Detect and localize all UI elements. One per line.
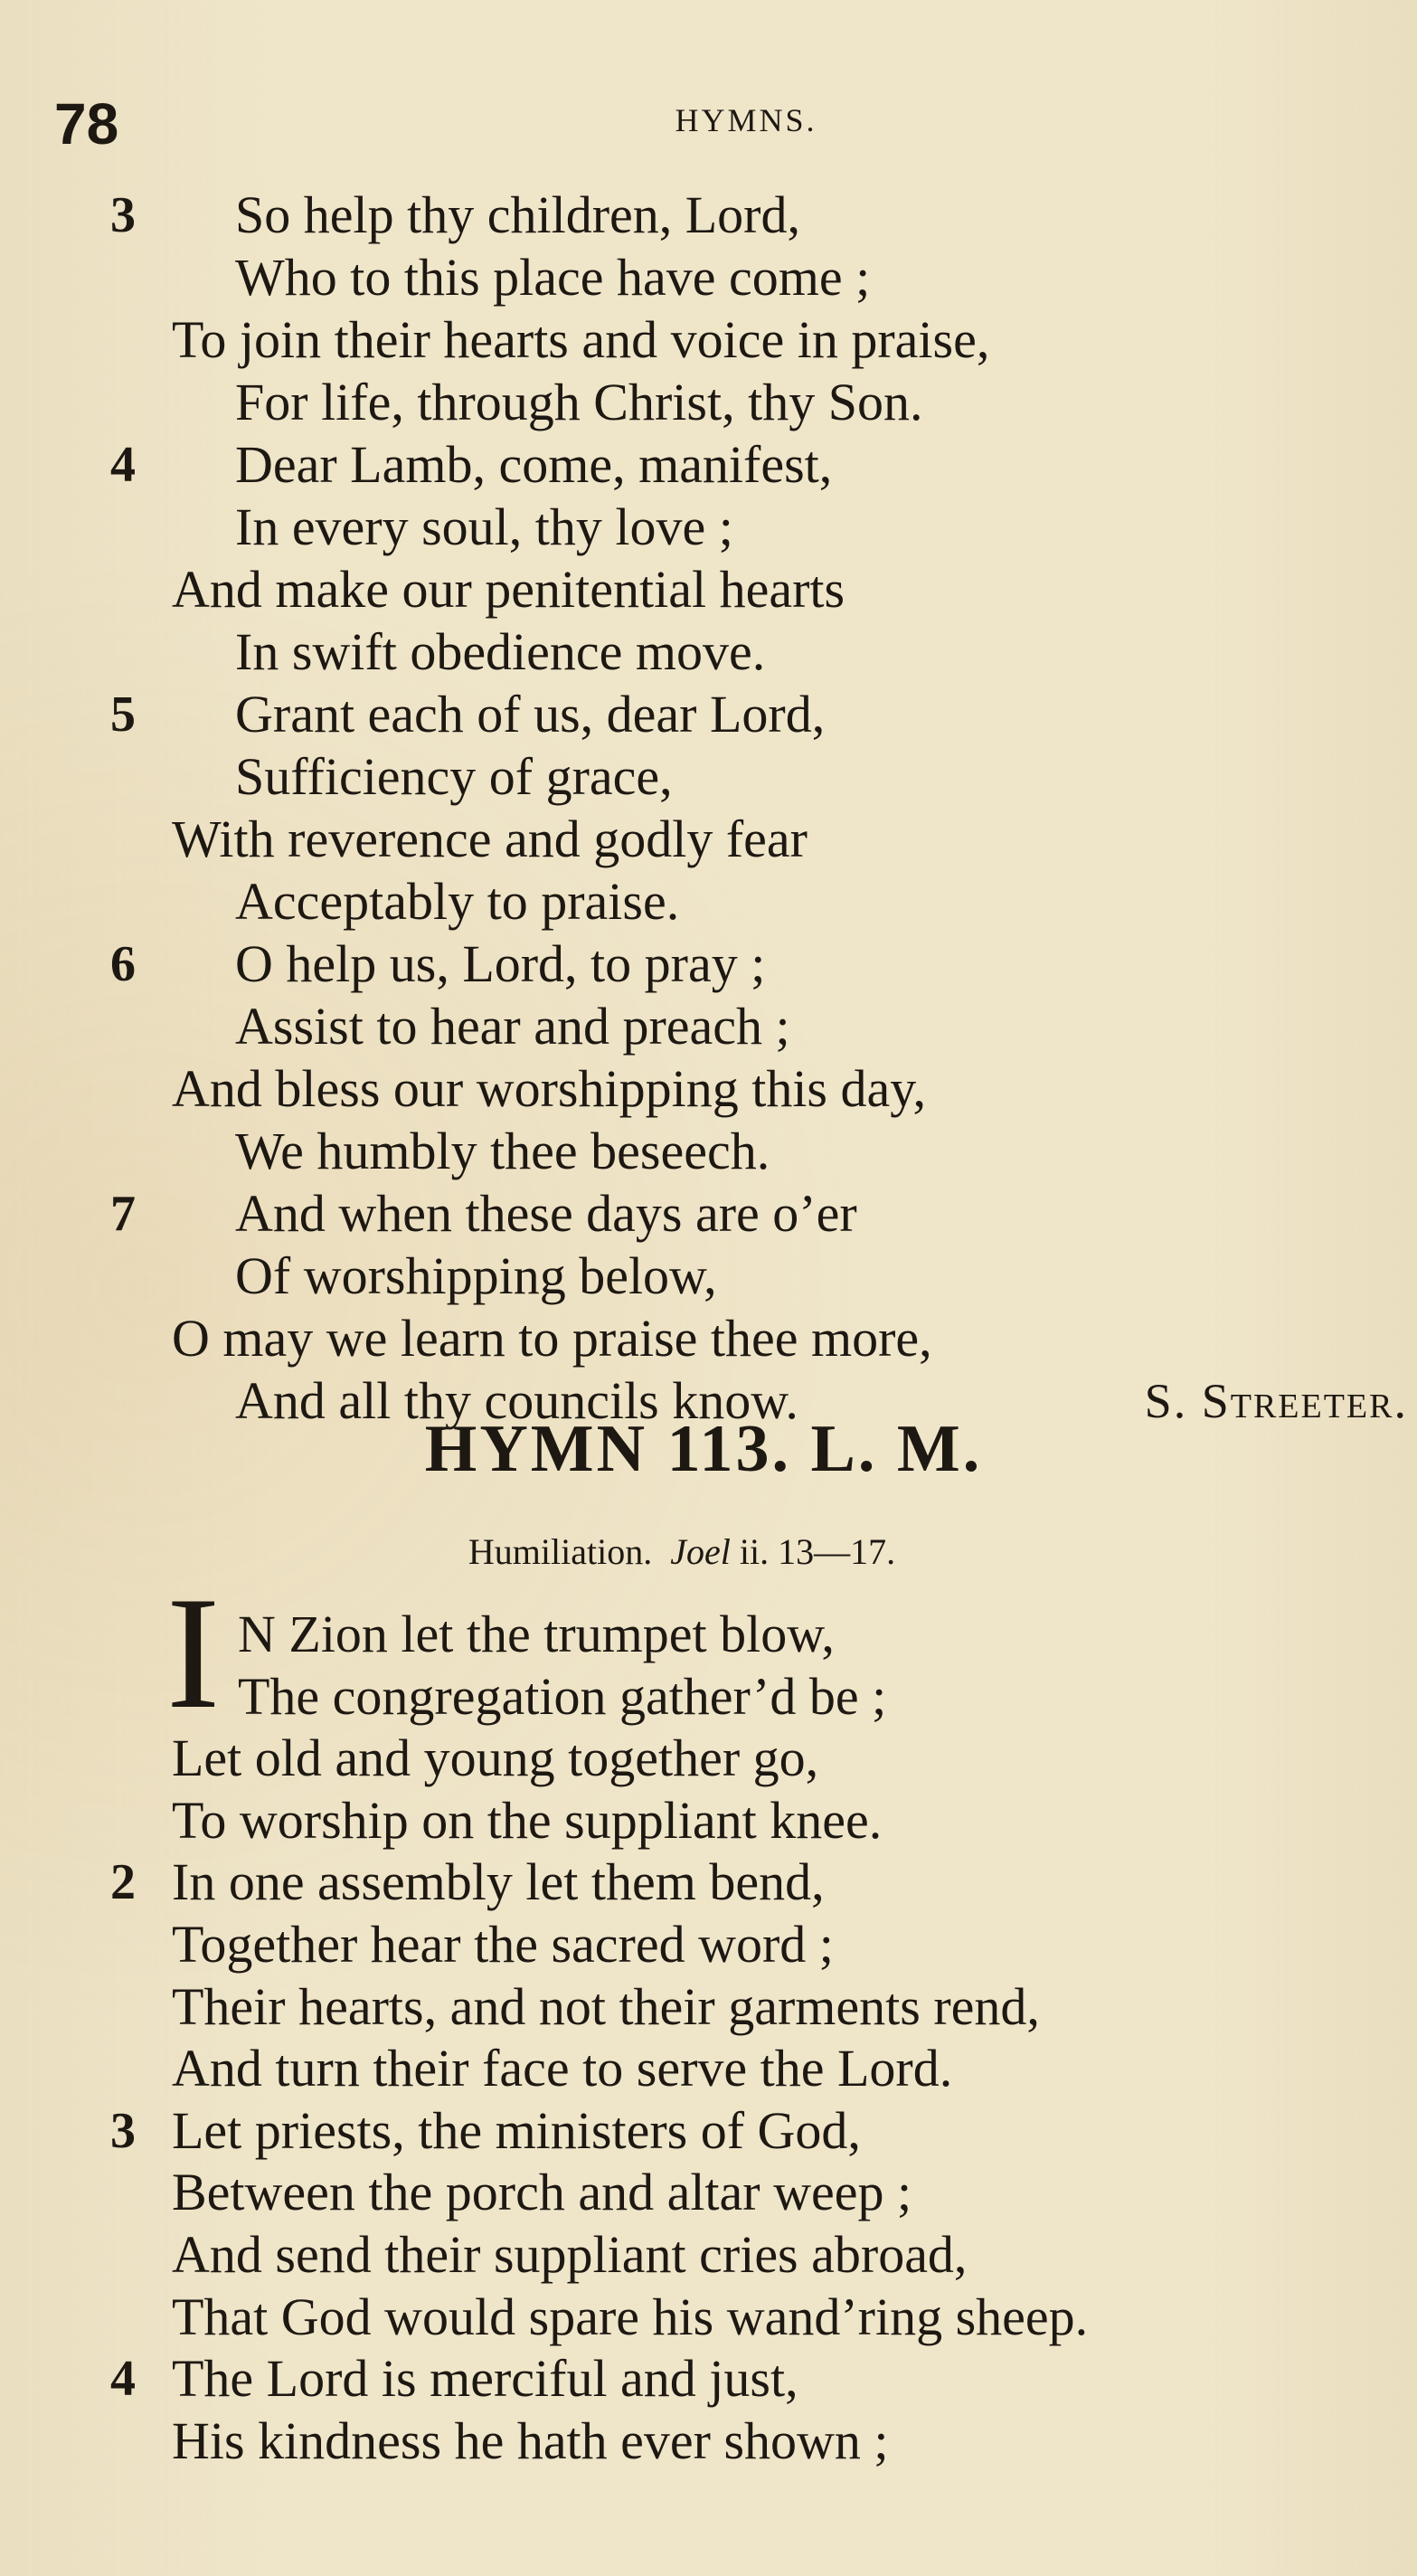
verse-line: Let priests, the ministers of God,	[172, 2100, 861, 2160]
verse-number: 5	[110, 687, 136, 743]
verse-line: And bless our worshipping this day,	[172, 1059, 926, 1118]
verse-line: And make our penitential hearts	[172, 560, 845, 619]
verse-line: O may we learn to praise thee more,	[172, 1309, 932, 1368]
verse-number: 4	[110, 437, 136, 493]
verse-line: The Lord is merciful and just,	[172, 2349, 798, 2409]
verse-line: To worship on the suppliant knee.	[172, 1790, 883, 1850]
verse-line: For life, through Christ, thy Son.	[235, 373, 923, 431]
subtitle-topic: Humiliation.	[468, 1531, 653, 1572]
verse-line: Acceptably to praise.	[235, 872, 680, 931]
verse-line: And when these days are o’er	[235, 1184, 857, 1243]
subtitle-reference: ii. 13—17.	[739, 1531, 896, 1572]
verse-line: With reverence and godly fear	[172, 810, 808, 868]
hymn-title: HYMN 113. L. M.	[424, 1412, 983, 1486]
verse-number: 2	[110, 1854, 136, 1911]
running-title: HYMNS.	[675, 102, 817, 138]
verse-line: In one assembly let them bend,	[172, 1852, 825, 1912]
verse-line: Assist to hear and preach ;	[235, 997, 790, 1056]
verse-line: Sufficiency of grace,	[235, 747, 673, 806]
verse-line: Of worshipping below,	[235, 1246, 717, 1305]
verse-line: That God would spare his wand’ring sheep.	[172, 2287, 1089, 2346]
drop-cap: I	[166, 1563, 221, 1742]
verse-line: Grant each of us, dear Lord,	[235, 685, 826, 743]
verse-number: 7	[110, 1186, 136, 1242]
verse-line: His kindness he hath ever shown ;	[172, 2410, 889, 2470]
page-number: 78	[54, 91, 119, 156]
verse-number: 4	[110, 2351, 136, 2408]
verse-line: N Zion let the trumpet blow,	[238, 1605, 835, 1663]
verse-line: To join their hearts and voice in praise,	[172, 310, 990, 369]
verse-line: Who to this place have come ;	[235, 248, 871, 307]
verse-line: In every soul, thy love ;	[235, 497, 733, 556]
subtitle-book: Joel	[670, 1531, 731, 1572]
verse-line: And turn their face to serve the Lord.	[172, 2039, 953, 2098]
verse-line: In swift obedience move.	[235, 622, 766, 681]
attribution: S. Streeter.	[1144, 1374, 1408, 1428]
verse-line: And send their suppliant cries abroad,	[172, 2225, 968, 2284]
verse-line: O help us, Lord, to pray ;	[235, 934, 766, 993]
verse-number: 6	[110, 936, 136, 992]
verse-line: Their hearts, and not their garments rend,	[172, 1976, 1040, 2036]
verse-line: We humbly thee beseech.	[235, 1122, 770, 1180]
verse-line: And all thy councils know.	[235, 1371, 798, 1430]
verse-line: Let old and young together go,	[172, 1728, 819, 1788]
verse-line: So help thy children, Lord,	[235, 185, 801, 244]
verse-line: Dear Lamb, come, manifest,	[235, 435, 833, 494]
verse-number: 3	[110, 187, 136, 243]
verse-line: The congregation gather’d be ;	[238, 1666, 887, 1726]
verse-number: 3	[110, 2102, 136, 2159]
verse-line: Between the porch and altar weep ;	[172, 2163, 912, 2222]
verse-line: Together hear the sacred word ;	[172, 1915, 834, 1974]
